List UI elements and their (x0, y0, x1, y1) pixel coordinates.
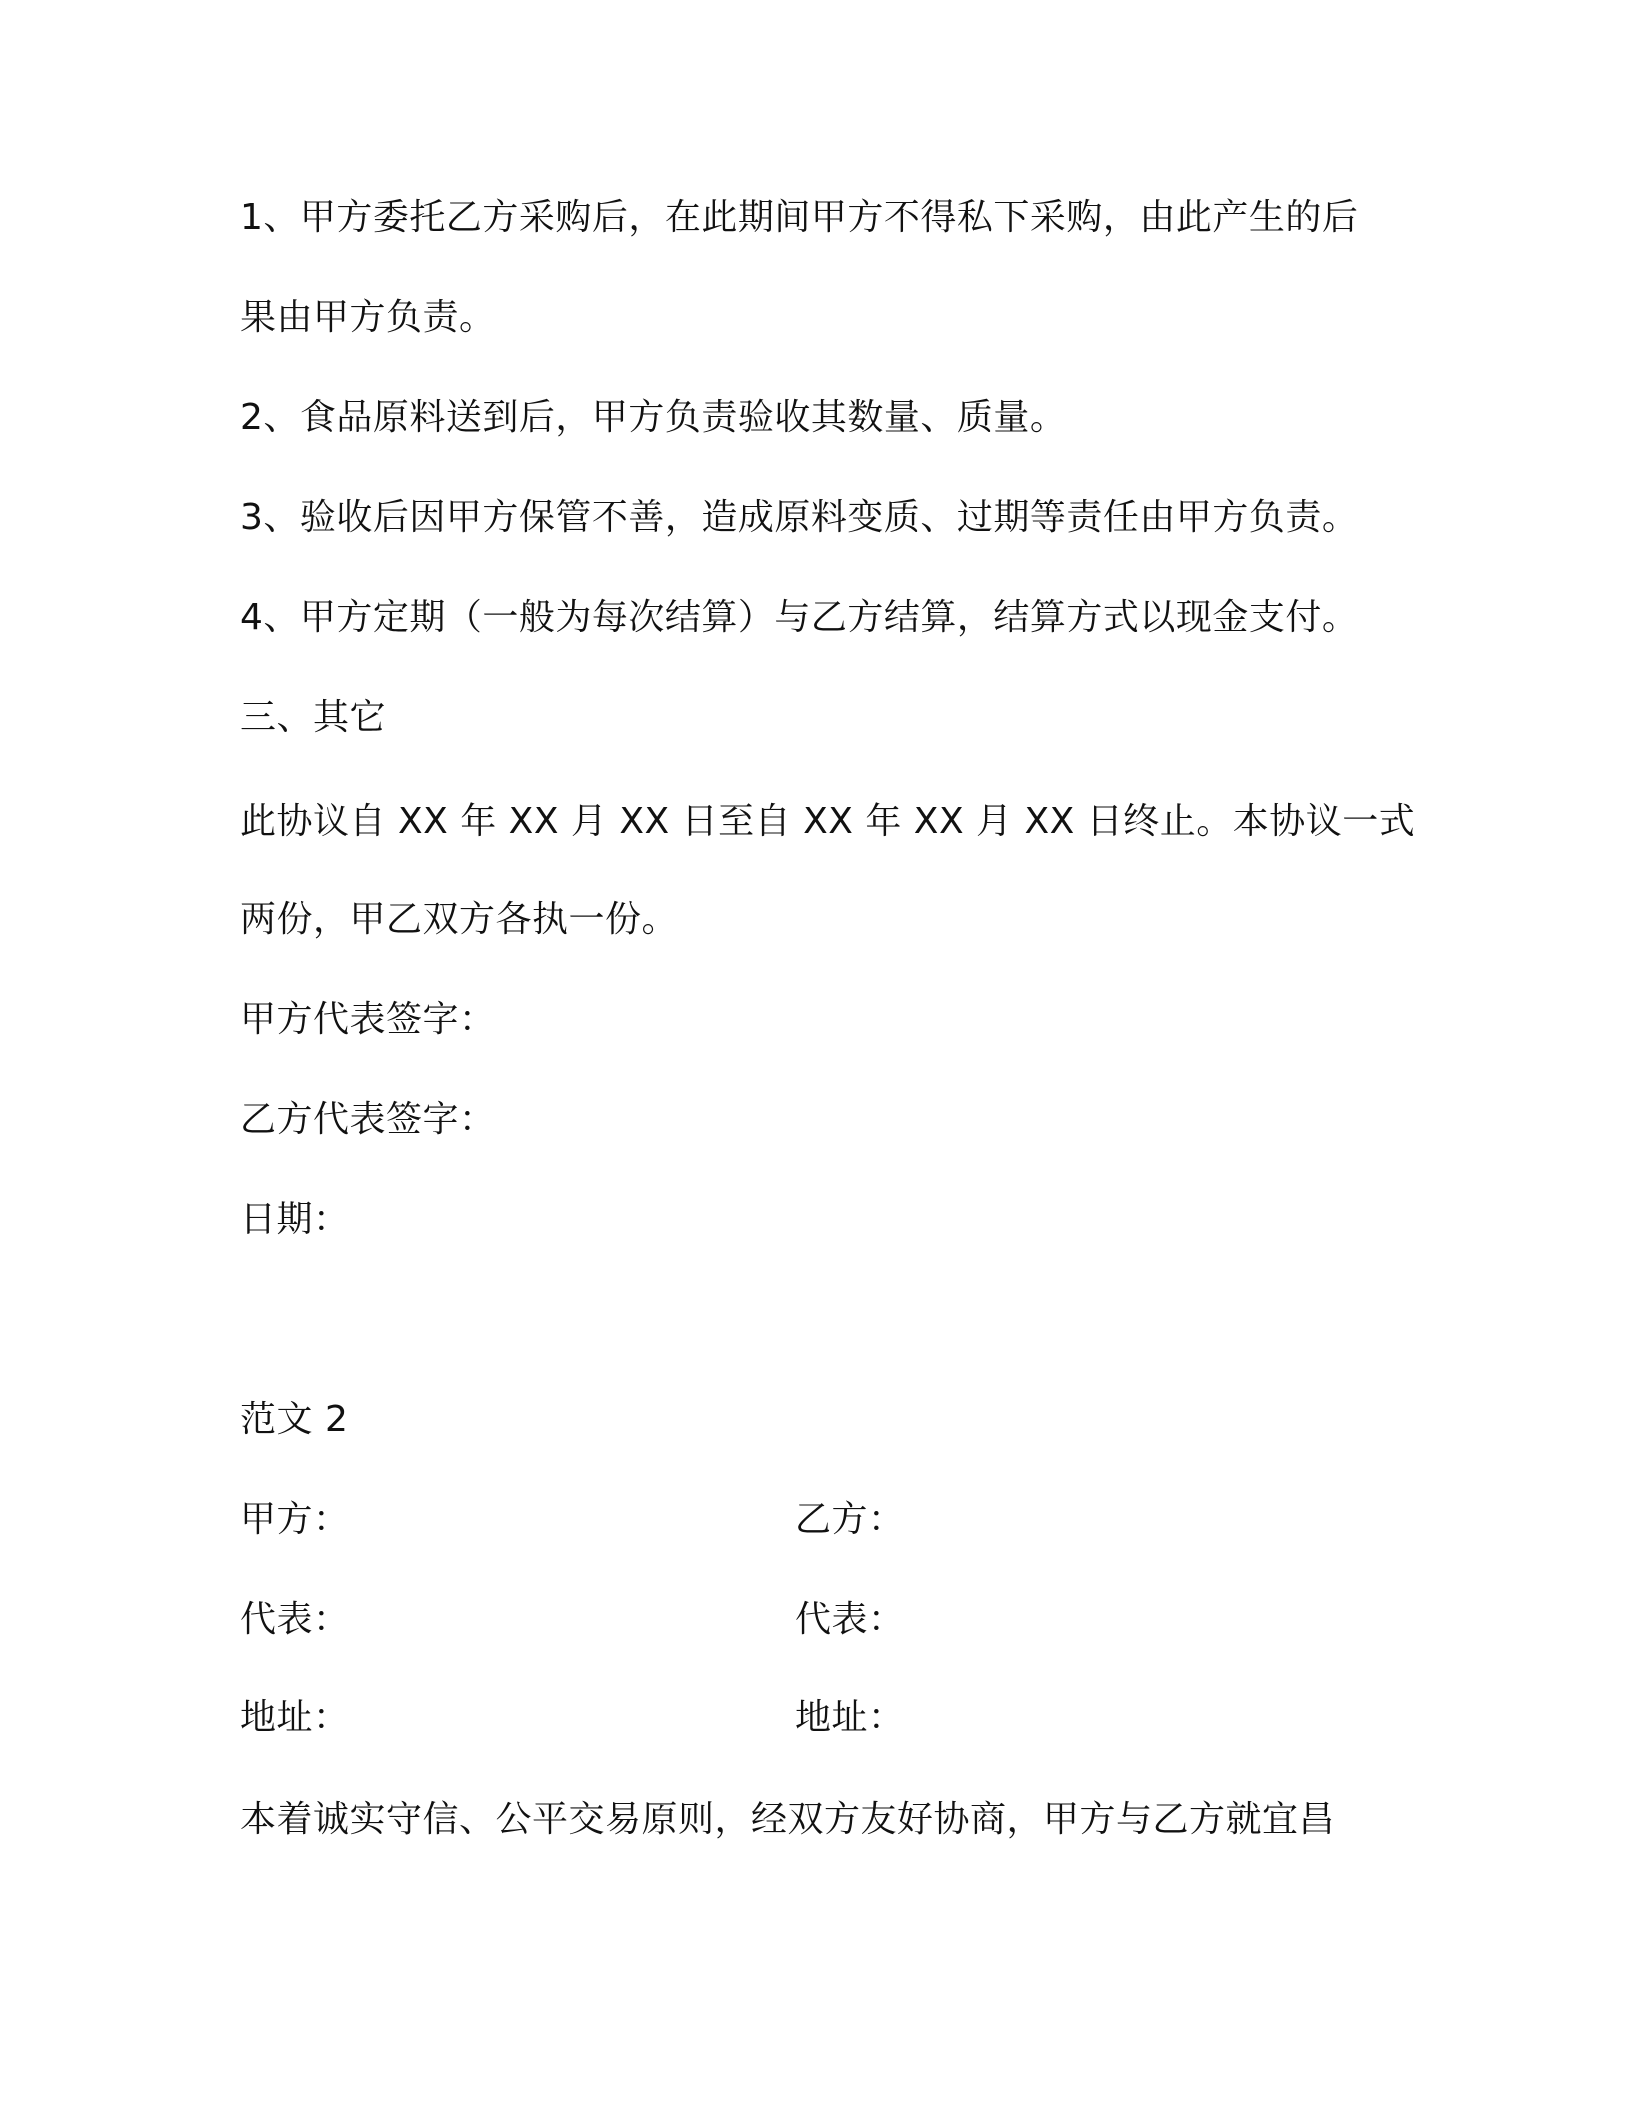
intro-line: 本着诚实守信、公平交易原则，经双方友好协商，甲方与乙方就宜昌 (240, 1799, 1336, 1840)
party-a-signature: 甲方代表签字： (240, 999, 496, 1040)
addr-a-label: 地址： (240, 1697, 350, 1738)
sample-2-heading: 范文 2 (240, 1399, 349, 1440)
term-line-1: 此协议自 XX 年 XX 月 XX 日至自 XX 年 XX 月 XX 日终止。本协议一式 (240, 801, 1416, 842)
party-a-label: 甲方： (240, 1499, 350, 1540)
clause-1-line-1: 1、甲方委托乙方采购后，在此期间甲方不得私下采购，由此产生的后 (240, 197, 1359, 238)
clause-4: 4、甲方定期（一般为每次结算）与乙方结算，结算方式以现金支付。 (240, 597, 1359, 638)
rep-b-label: 代表： (795, 1599, 905, 1640)
party-b-label: 乙方： (795, 1499, 905, 1540)
clause-1-line-2: 果由甲方负责。 (240, 297, 496, 338)
clause-2: 2、食品原料送到后，甲方负责验收其数量、质量。 (240, 397, 1067, 438)
term-line-2: 两份，甲乙双方各执一份。 (240, 899, 679, 940)
date-field: 日期： (240, 1199, 350, 1240)
section-heading-other: 三、其它 (240, 697, 387, 738)
addr-b-label: 地址： (795, 1697, 905, 1738)
rep-a-label: 代表： (240, 1599, 350, 1640)
party-b-signature: 乙方代表签字： (240, 1099, 496, 1140)
clause-3: 3、验收后因甲方保管不善，造成原料变质、过期等责任由甲方负责。 (240, 497, 1359, 538)
